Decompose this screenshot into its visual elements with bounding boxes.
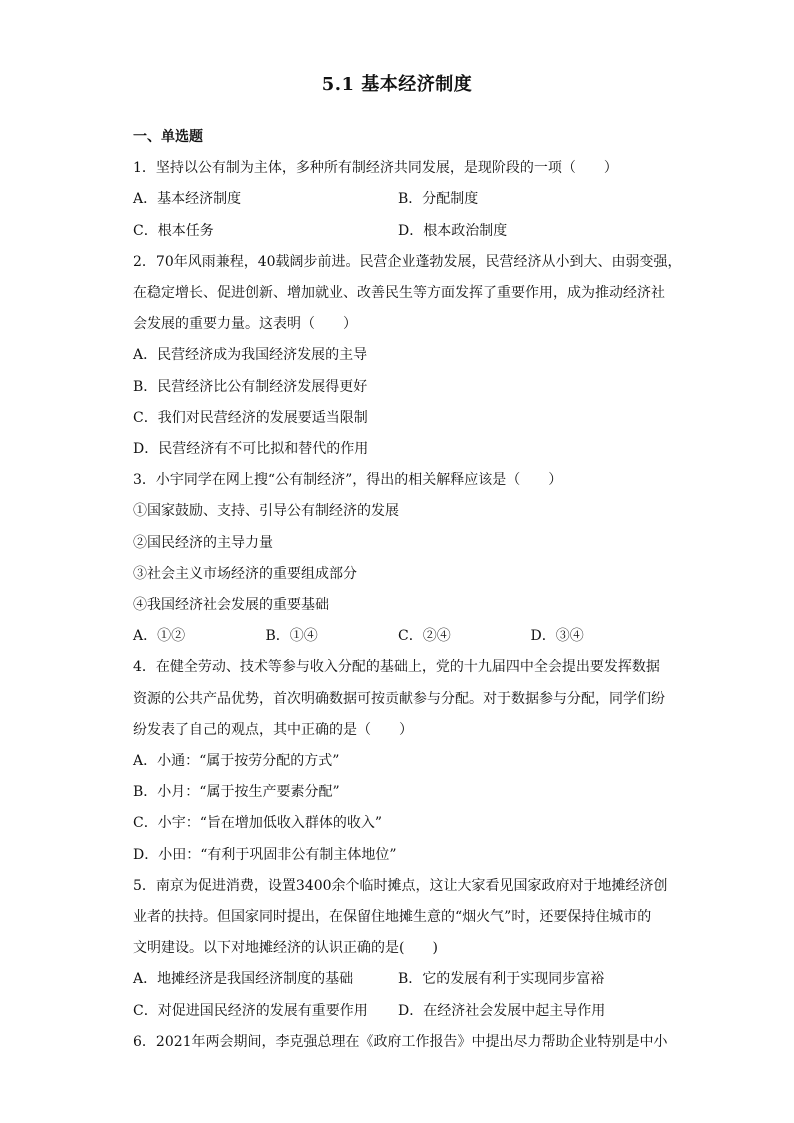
question-1-option-d: D．根本政治制度 — [398, 222, 508, 239]
question-3-item-1: ①国家鼓励、支持、引导公有制经济的发展 — [133, 503, 399, 520]
question-3-options-row — [133, 621, 663, 652]
question-5-stem-line: 文明建设。以下对地摊经济的认识正确的是( ) — [133, 940, 438, 957]
question-5-stem-line: 5．南京为促进消费，设置3400余个临时摊点，这让大家看见国家政府对于地摊经济创 — [133, 877, 668, 894]
question-2-stem-line: 在稳定增长、促进创新、增加就业、改善民生等方面发挥了重要作用，成为推动经济社 — [133, 285, 665, 302]
question-5-options-row-2 — [133, 996, 663, 1027]
question-3-stem: 3．小宇同学在网上搜“公有制经济”，得出的相关解释应该是（ ） — [133, 472, 563, 489]
question-1-options-row-2 — [133, 216, 663, 247]
question-3-item-4: ④我国经济社会发展的重要基础 — [133, 597, 329, 614]
question-3-item-2: ②国民经济的主导力量 — [133, 534, 273, 551]
question-1-option-b: B．分配制度 — [398, 191, 479, 208]
question-3-item-3: ③社会主义市场经济的重要组成部分 — [133, 565, 357, 582]
question-1-options-row-1 — [133, 184, 663, 215]
question-4-option-d: D．小田：“有利于巩固非公有制主体地位” — [133, 846, 397, 863]
question-2-option-a: A．民营经济成为我国经济发展的主导 — [133, 347, 368, 364]
question-4-option-a: A．小通：“属于按劳分配的方式” — [133, 753, 340, 770]
question-3-option-a: A．①② — [133, 628, 186, 645]
page-title: 5.1 基本经济制度 — [321, 74, 473, 95]
question-3-option-c: C．②④ — [398, 628, 451, 645]
question-2-stem-line: 会发展的重要力量。这表明（ ） — [133, 316, 357, 333]
question-1-option-c: C．根本任务 — [133, 222, 214, 239]
question-5-option-b: B．它的发展有利于实现同步富裕 — [398, 971, 605, 988]
question-4-stem-line: 资源的公共产品优势，首次明确数据可按贡献参与分配。对于数据参与分配，同学们纷 — [133, 690, 665, 707]
section-heading: 一、单选题 — [133, 129, 203, 145]
question-4-option-b: B．小月：“属于按生产要素分配” — [133, 784, 340, 801]
question-4-option-c: C．小宇：“旨在增加低收入群体的收入” — [133, 815, 383, 832]
question-2-option-d: D．民营经济有不可比拟和替代的作用 — [133, 441, 369, 458]
question-5-options-row-1 — [133, 964, 663, 995]
question-3-option-d: D．③④ — [530, 628, 584, 645]
question-2-stem-line: 2．70年风雨兼程，40载阔步前进。民营企业蓬勃发展，民营经济从小到大、由弱变强， — [133, 253, 682, 270]
question-5-option-a: A．地摊经济是我国经济制度的基础 — [133, 971, 354, 988]
question-4-stem-line: 纷发表了自己的观点，其中正确的是（ ） — [133, 721, 413, 738]
question-1-option-a: A．基本经济制度 — [133, 191, 242, 208]
question-4-stem-line: 4．在健全劳动、技术等参与收入分配的基础上，党的十九届四中全会提出要发挥数据 — [133, 659, 660, 676]
question-2-option-c: C．我们对民营经济的发展要适当限制 — [133, 409, 368, 426]
question-5-stem-line: 业者的扶持。但国家同时提出，在保留住地摊生意的“烟火气”时，还要保持住城市的 — [133, 909, 652, 926]
question-2-option-b: B．民营经济比公有制经济发展得更好 — [133, 378, 368, 395]
question-3-option-b: B．①④ — [265, 628, 318, 645]
question-5-option-c: C．对促进国民经济的发展有重要作用 — [133, 1002, 368, 1019]
exam-content — [133, 122, 682, 1058]
question-6-stem: 6．2021年两会期间，李克强总理在《政府工作报告》中提出尽力帮助企业特别是中小 — [133, 1033, 668, 1050]
question-1-stem: 1．坚持以公有制为主体，多种所有制经济共同发展，是现阶段的一项（ ） — [133, 160, 618, 177]
question-5-option-d: D．在经济社会发展中起主导作用 — [398, 1002, 606, 1019]
